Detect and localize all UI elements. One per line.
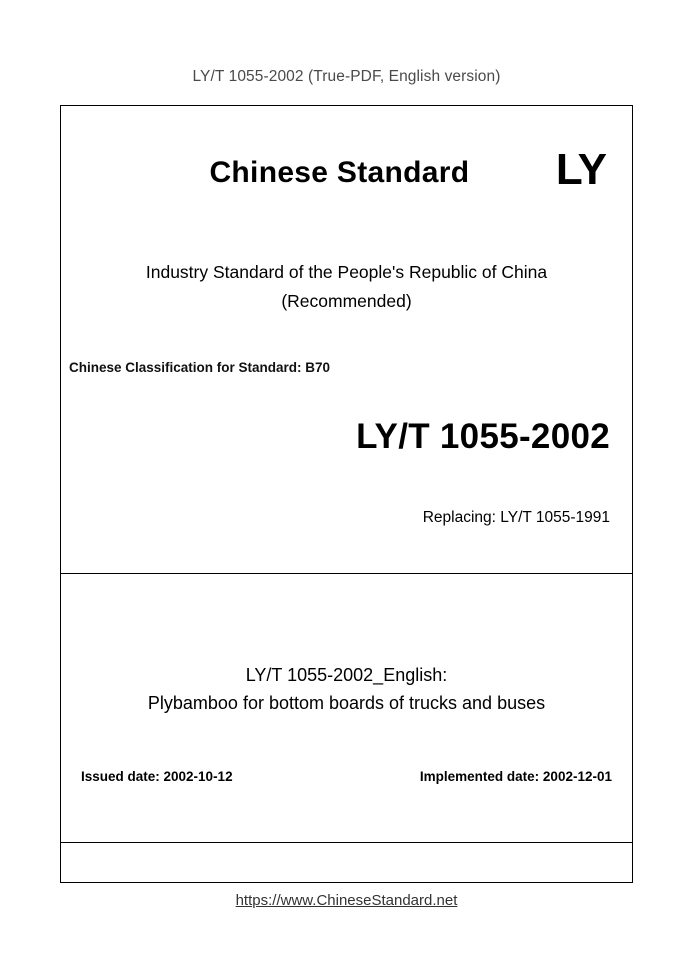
industry-standard-line-2: (Recommended) [281, 290, 412, 311]
standard-number: LY/T 1055-2002 [356, 416, 610, 456]
title-row [61, 106, 632, 192]
issued-date: Issued date: 2002-10-12 [81, 769, 233, 784]
footer-link [0, 892, 693, 909]
replacing-standard: Replacing: LY/T 1055-1991 [422, 508, 610, 526]
dates-row [61, 769, 632, 784]
industry-standard-line [61, 258, 632, 316]
document-title-line-2: Plybamboo for bottom boards of trucks and buses [147, 692, 546, 713]
page-caption: LY/T 1055-2002 (True-PDF, English version) [192, 68, 501, 85]
ly-logo: LY [555, 145, 606, 194]
cover-frame [60, 105, 633, 883]
document-title-line-1: LY/T 1055-2002_English: [245, 665, 448, 685]
page-title: Chinese Standard [209, 156, 470, 189]
cover-bottom-section [61, 842, 632, 882]
website-url-link[interactable]: https://www.ChineseStandard.net [235, 892, 458, 909]
cover-top-section [61, 106, 632, 574]
implemented-date: Implemented date: 2002-12-01 [419, 769, 612, 784]
document-title [61, 574, 632, 718]
classification-code: Chinese Classification for Standard: B70 [69, 359, 331, 375]
industry-standard-line-1: Industry Standard of the People's Republic of China [145, 262, 548, 282]
cover-middle-section [61, 574, 632, 842]
